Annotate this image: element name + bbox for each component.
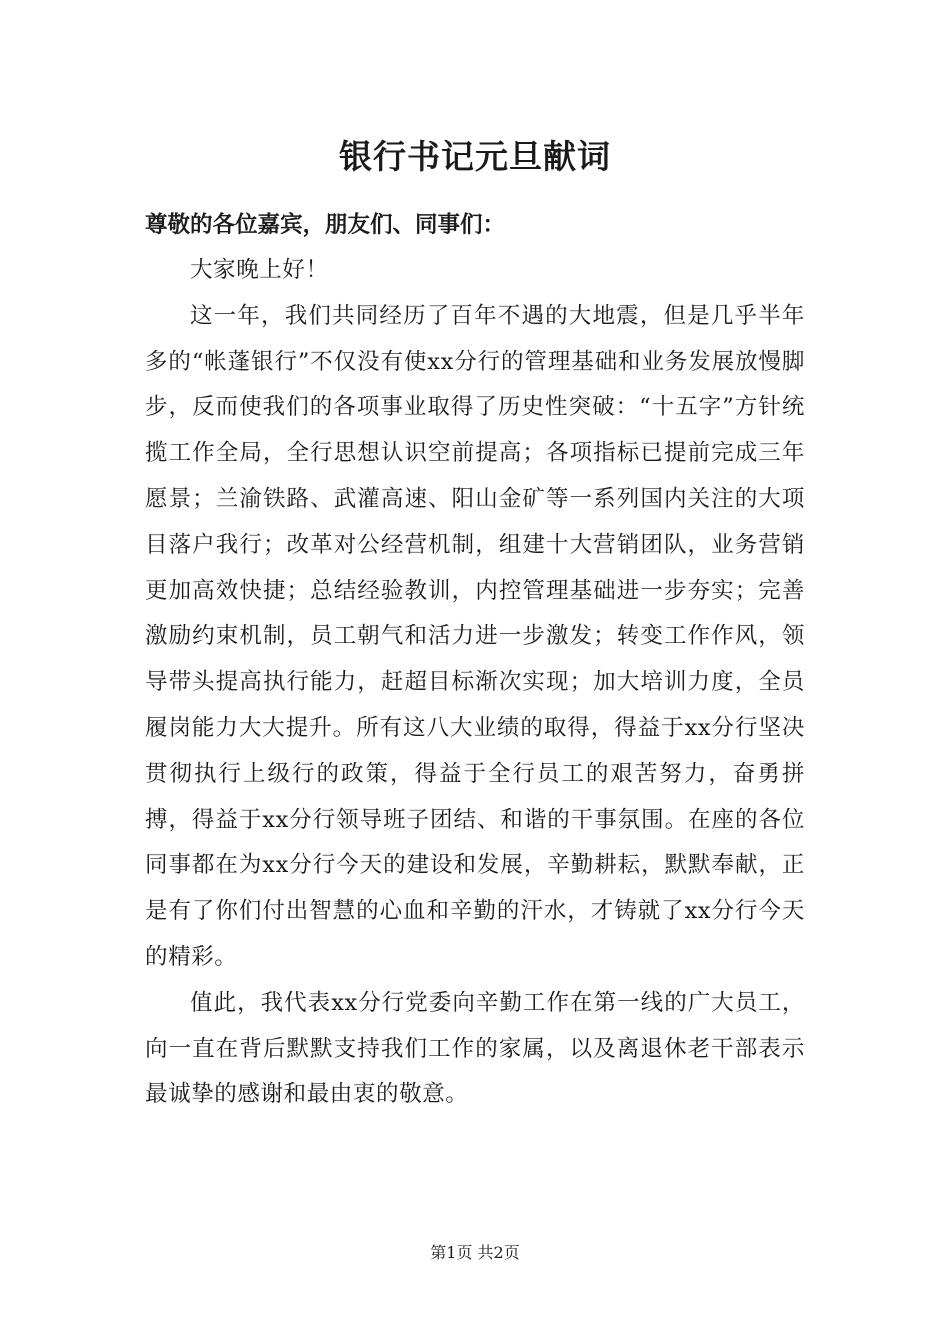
document-title: 银行书记元旦献词 bbox=[339, 137, 611, 176]
document-body bbox=[145, 202, 805, 1118]
paragraph-achievements: 这一年，我们共同经历了百年不遇的大地震，但是几乎半年多的“帐蓬银行”不仅没有使xx分行的管理基础和业务发展放慢脚步，反而使我们的各项事业取得了历史性突破：“十五字”方针统揽工作全局，全行思想认识空前提高；各项指标已提前完成三年愿景；兰渝铁路、武灌高速、阳山金矿等一系列国内关注的大项目落户我行；改革对公经营机制，组建十大营销团队，业务营销更加高效快捷；总结经验教训，内控管理基础进一步夯实；完善激励约束机制，员工朝气和活力进一步激发；转变工作作风，领导带头提高执行能力，赶超目标渐次实现；加大培训力度，全员履岗能力大大提升。所有这八大业绩的取得，得益于xx分行坚决贯彻执行上级行的政策，得益于全行员工的艰苦努力，奋勇拼搏，得益于xx分行领导班子团结、和谐的干事氛围。在座的各位同事都在为xx分行今天的建设和发展，辛勤耕耘，默默奉献，正是有了你们付出智慧的心血和辛勤的汗水，才铸就了xx分行今天的精彩。 bbox=[145, 302, 805, 970]
paragraph-thanks: 值此，我代表xx分行党委向辛勤工作在第一线的广大员工，向一直在背后默默支持我们工作的家属，以及离退休老干部表示最诚挚的感谢和最由衷的敬意。 bbox=[145, 989, 805, 1108]
page-number: 第1页 共2页 bbox=[430, 1243, 520, 1262]
salutation: 尊敬的各位嘉宾，朋友们、同事们： bbox=[145, 212, 506, 238]
paragraph-greeting: 大家晚上好！ bbox=[190, 257, 329, 283]
